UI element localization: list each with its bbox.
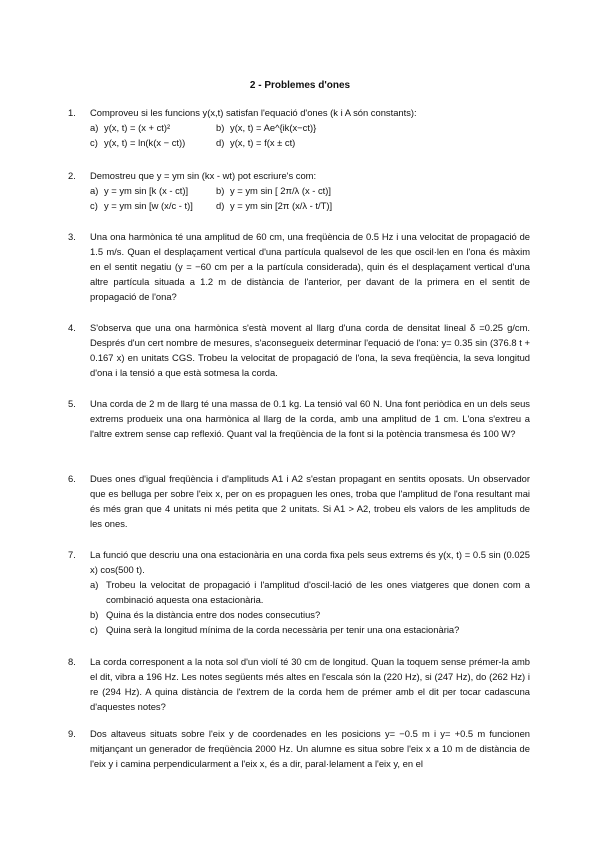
problem-intro: La funció que descriu una ona estacionària en una corda fixa pels seus extrems és y(x, t) = 0.5 sin (0.025 x) cos(500 t). [90, 549, 530, 575]
problem-1 [68, 105, 530, 150]
problem-text: Dos altaveus situats sobre l'eix y de coordenades en les posicions y= −0.5 m i y= +0.5 m funcionen mitjançant un generador de freqüència 2000 Hz. Un alumne es situa sobre l'eix x a 10 m de distància de l'eix y i camina perpendicularment a l'eix x, és a dir, paral·lelament a l'eix y, en el [90, 728, 530, 769]
option-d: d) y = ym sin [2π (x/λ - t/T)] [216, 200, 333, 211]
option-c: c) y = ym sin [w (x/c - t)] [90, 200, 193, 211]
problem-8 [68, 654, 530, 714]
problem-number: 4. [68, 322, 76, 333]
part-b: b) Quina és la distància entre dos nodes consecutius? [90, 609, 321, 620]
problem-5 [68, 396, 530, 441]
page-title: 2 - Problemes d'ones [249, 80, 351, 91]
problem-number: 1. [68, 107, 76, 118]
problem-4 [68, 320, 530, 380]
problem-text: Una corda de 2 m de llarg té una massa de 0.1 kg. La tensió val 60 N. Una font periòdica en un dels seus extrems produeix una ona harmònica al llarg de la corda, amb una amplitud de 1 cm. L'ona s'extreu a l'altre extrem sense cap reflexió. Quant val la freqüència de la font si la potència transmesa és 100 W? [90, 398, 530, 439]
problem-number: 6. [68, 473, 76, 484]
problem-text: Una ona harmònica té una amplitud de 60 cm, una freqüència de 0.5 Hz i una velocitat de propagació de 1.5 m/s. Quan el desplaçament vertical d'una partícula qualsevol de les que oscil·len en l'ona és màxim en el sentit negatiu (y = −60 cm per a la partícula considerada), quin és el desplaçament vertical d'una altre partícula situada a 1.2 m de distància de l'anterior, per davant de la primera en el sentit de propagació de l'ona? [90, 231, 530, 302]
option-a: a) y(x, t) = (x + ct)² [90, 122, 171, 133]
option-b: b) y = ym sin [ 2π/λ (x - ct)] [216, 185, 332, 196]
problem-2 [68, 168, 530, 213]
part-c: c) Quina serà la longitud mínima de la corda necessària per tenir una ona estacionària? [90, 624, 460, 635]
problem-9 [68, 726, 530, 771]
problem-number: 7. [68, 549, 76, 560]
option-b: b) y(x, t) = Ae^{ik(x−ct)} [216, 122, 317, 133]
problem-3 [68, 229, 530, 304]
part-a: a) Trobeu la velocitat de propagació i l'amplitud d'oscil·lació de les ones viatgeres que donen com a combinació aquesta ona estacionària. [90, 579, 530, 605]
option-d: d) y(x, t) = f(x ± ct) [216, 137, 296, 148]
problem-number: 3. [68, 231, 76, 242]
problem-number: 8. [68, 656, 76, 667]
problem-text: La corda corresponent a la nota sol d'un violí té 30 cm de longitud. Quan la toquem sense prémer-la amb el dit, vibra a 196 Hz. Les notes següents més altes en l'escala són la (220 Hz), si (247 Hz), do (262 Hz) i re (294 Hz). A quina distància de l'extrem de la corda hem de prémer amb el dit per tocar cadascuna d'aquestes notes? [90, 656, 530, 712]
problem-number: 9. [68, 728, 76, 739]
problem-number: 2. [68, 170, 76, 181]
problem-text: S'observa que una ona harmònica s'està movent al llarg d'una corda de densitat lineal δ =0.25 g/cm. Després d'un cert nombre de mesures, s'aconsegueix determinar l'equació de l'ona: y= 0.35 sin (376.8 t + 0.167 x) en unitats CGS. Trobeu la velocitat de propagació de l'ona, la seva freqüència, la seva longitud d'ona i la tensió a que està sotmesa la corda. [90, 322, 530, 378]
option-a: a) y = ym sin [k (x - ct)] [90, 185, 189, 196]
problem-number: 5. [68, 398, 76, 409]
problem-intro: Comproveu si les funcions y(x,t) satisfan l'equació d'ones (k i A són constants): [90, 107, 417, 118]
problem-text: Dues ones d'igual freqüència i d'amplituds A1 i A2 s'estan propagant en sentits oposats. Un observador que es belluga per sobre l'eix x, per on es propaguen les ones, troba que l'amplitud de l'ona resultant mai és més gran que 4 unitats ni més petita que 2 unitats. Si A1 > A2, trobeu els valors de les amplituds de les ones. [90, 473, 530, 529]
problem-6 [68, 471, 530, 531]
problem-intro: Demostreu que y = ym sin (kx - wt) pot escriure's com: [90, 170, 317, 181]
problem-7 [68, 547, 530, 637]
option-c: c) y(x, t) = ln(k(x − ct)) [90, 137, 186, 148]
